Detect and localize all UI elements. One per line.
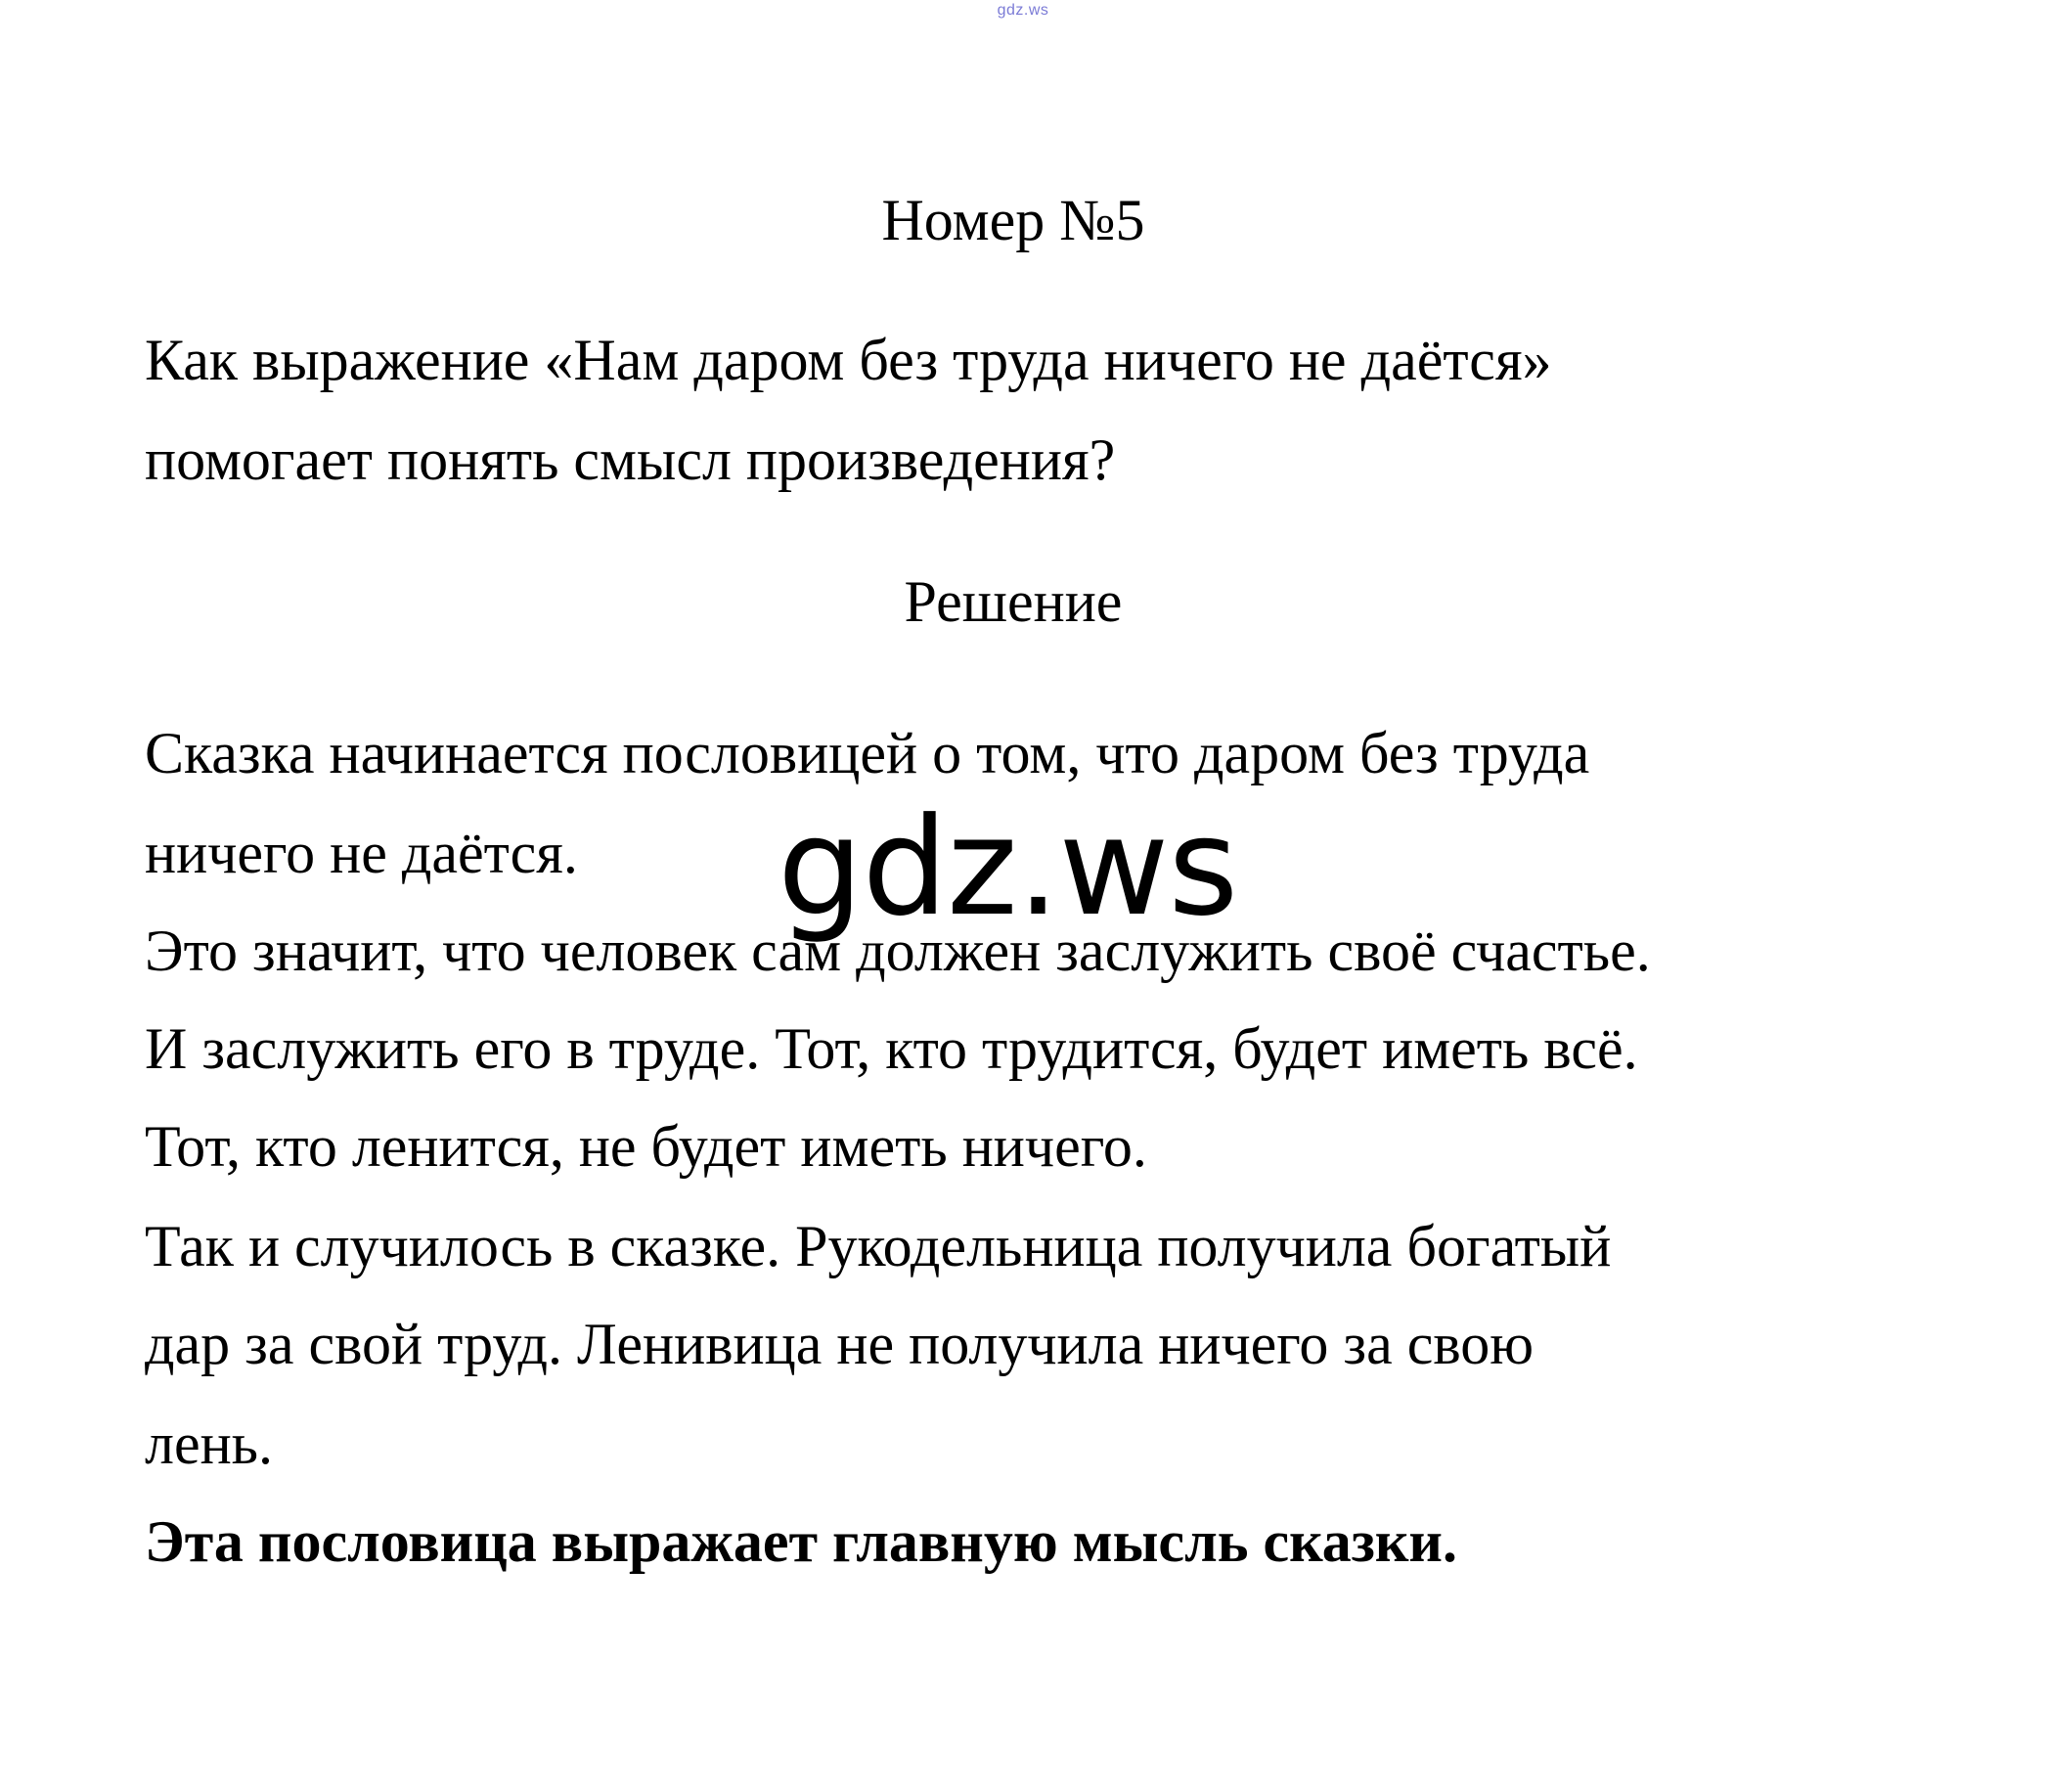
solution-heading: Решение <box>904 569 1123 634</box>
answer-line-1: Сказка начинается пословицей о том, что даром без труда <box>145 721 1590 785</box>
answer-line-5: Тот, кто ленится, не будет иметь ничего. <box>145 1114 1147 1179</box>
question-line-1: Как выражение «Нам даром без труда ничего не даётся» <box>145 328 1552 392</box>
answer-line-7: дар за свой труд. Ленивица не получила ничего за свою <box>145 1312 1534 1376</box>
answer-line-3: Это значит, что человек сам должен заслужить своё счастье. <box>145 918 1651 983</box>
conclusion-line: Эта пословица выражает главную мысль сказки. <box>145 1509 1458 1574</box>
answer-line-8: лень. <box>145 1411 274 1476</box>
question-line-2: помогает понять смысл произведения? <box>145 427 1116 492</box>
page-title: Номер №5 <box>881 188 1145 252</box>
answer-line-6: Так и случилось в сказке. Рукодельница получила богатый <box>145 1214 1612 1278</box>
center-watermark: gdz.ws <box>778 788 1238 946</box>
answer-line-2: ничего не даётся. <box>145 821 578 885</box>
top-watermark: gdz.ws <box>997 2 1049 19</box>
answer-line-4: И заслужить его в труде. Тот, кто трудится, будет иметь всё. <box>145 1016 1638 1081</box>
